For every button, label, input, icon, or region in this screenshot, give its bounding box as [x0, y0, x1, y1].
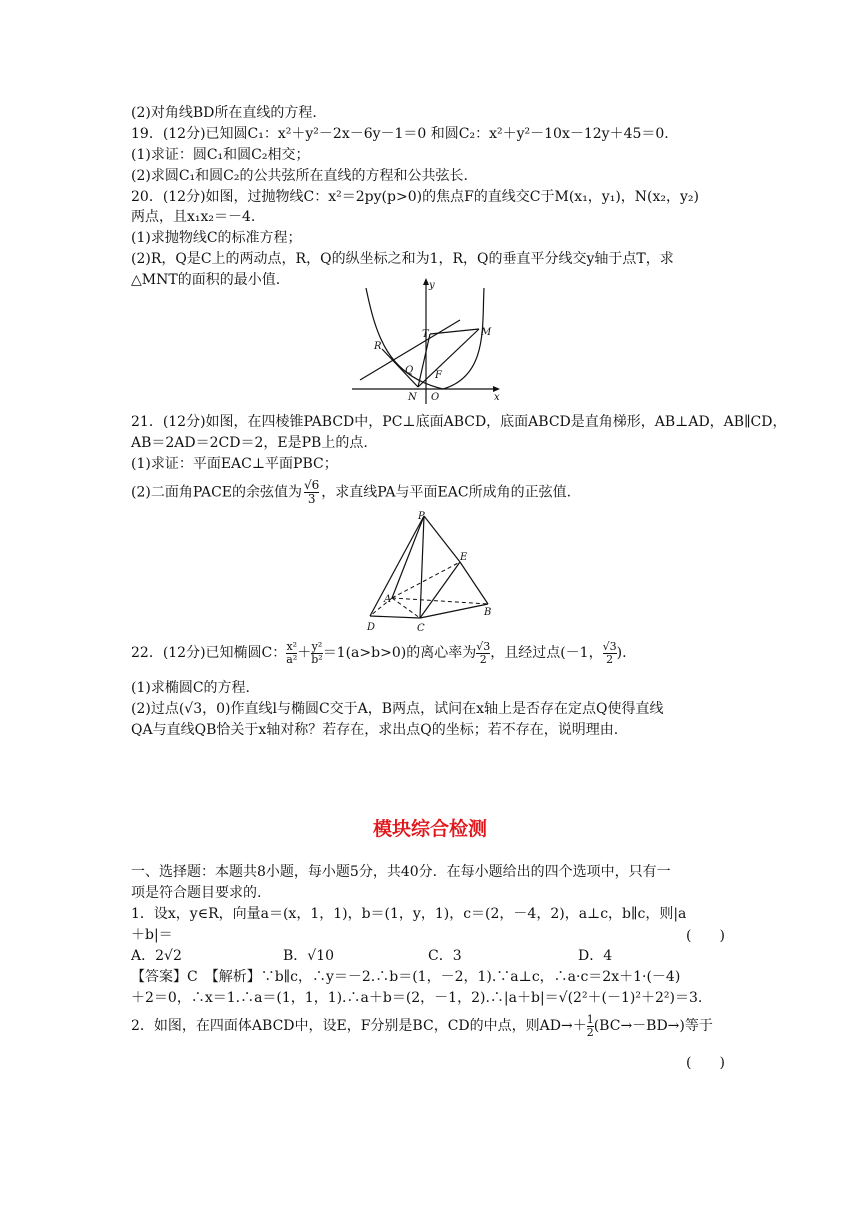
- section1-instruction-line2: 项是符合题目要求的.: [131, 885, 262, 901]
- q21-part1: (1)求证：平面EAC⊥平面PBC；: [131, 456, 338, 472]
- q19-part1: (1)求证：圆C₁和圆C₂相交；: [131, 147, 310, 163]
- label-B: B: [484, 607, 492, 618]
- q22-part2-line2: QA与直线QB恰关于x轴对称？若存在，求出点Q的坐标；若不存在，说明理由.: [131, 722, 619, 738]
- q2-stem: 2．如图，在四面体ABCD中，设E，F分别是BC，CD的中点，则AD→＋ $\frac{1}{2}$ (BC→－BD→)等于: [131, 1012, 713, 1039]
- q22-part2-line1: (2)过点(√3，0)作直线l与椭圆C交于A，B两点，试问在x轴上是否存在定点Q使得直线: [131, 701, 664, 717]
- q22-stem: 22．(12分)已知椭圆C： $\frac{\text{x²}}{\text{a²}}$ ＋ $\frac{\text{y²}}{\text{b²}}$ ＝1(a>b>0)的离心率为 $\frac{√3}{2}$ ，且经过点(－1， $\frac{√3}{2}$ ).: [131, 639, 627, 666]
- fraction-one-half: $\frac{1}{2}$: [586, 1012, 594, 1039]
- q1-answer-line2: ＋2＝0，∴x＝1.∴a＝(1，1，1).∴a＋b＝(2，－1，2).∴|a＋b|＝√(2²＋(－1)²＋2²)＝3.: [131, 990, 703, 1006]
- section-title: 模块综合检测: [372, 818, 487, 840]
- label-E: E: [460, 552, 468, 563]
- q21-stem-line1: 21．(12分)如图，在四棱锥PABCD中，PC⊥底面ABCD，底面ABCD是直角梯形，AB⊥AD，AB∥CD，: [131, 414, 787, 430]
- parabola-figure: [348, 276, 508, 406]
- q1-stem-line1: 1．设x，y∈R，向量a＝(x，1，1)，b＝(1，y，1)，c＝(2，－4，2)，a⊥c，b∥c，则|a: [131, 906, 687, 922]
- fraction-sqrt3-over-2: $\frac{√3}{2}$: [476, 639, 491, 666]
- label-O: O: [431, 392, 440, 403]
- q1-stem-line2: ＋b|＝: [131, 927, 173, 943]
- fraction-y2-b2: $\frac{\text{y²}}{\text{b²}}$: [311, 639, 323, 666]
- label-Q: Q: [405, 365, 414, 376]
- q1-option-d: D．4: [578, 948, 613, 964]
- q1-option-b: B．√10: [283, 948, 335, 964]
- label-M: M: [481, 327, 492, 338]
- fraction-sqrt6-over-3: $\frac{√6}{3}$: [304, 478, 320, 506]
- label-F: F: [435, 370, 442, 381]
- q22-part1: (1)求椭圆C的方程.: [131, 680, 250, 696]
- q20-part2-line2: △MNT的面积的最小值.: [131, 272, 281, 288]
- q20-part1: (1)求抛物线C的标准方程；: [131, 230, 302, 246]
- label-R: R: [374, 341, 382, 352]
- section1-instruction-line1: 一、选择题：本题共8小题，每小题5分，共40分．在每小题给出的四个选项中，只有一: [131, 864, 671, 880]
- q1-option-a: A．2√2: [131, 948, 182, 964]
- q2-answer-blank: ( ): [686, 1055, 725, 1071]
- label-P: P: [418, 511, 425, 522]
- label-D: D: [367, 622, 376, 633]
- q19-stem: 19．(12分)已知圆C₁：x²＋y²－2x－6y－1＝0 和圆C₂：x²＋y²－10x－12y＋45＝0.: [131, 126, 669, 142]
- label-C: C: [417, 623, 425, 634]
- q20-stem-line2: 两点，且x₁x₂＝－4.: [131, 209, 256, 225]
- fraction-sqrt3-over-2-point: $\frac{√3}{2}$: [602, 639, 617, 666]
- q21-stem-line2: AB＝2AD＝2CD＝2，E是PB上的点.: [131, 435, 368, 451]
- q20-part2-line1: (2)R，Q是C上的两动点，R，Q的纵坐标之和为1，R，Q的垂直平分线交y轴于点T，求: [131, 251, 674, 267]
- q1-answer-line1: 【答案】C 【解析】∵b∥c，∴y＝－2.∴b＝(1，－2，1).∵a⊥c，∴a·c＝2x＋1·(－4): [131, 969, 681, 985]
- label-N: N: [408, 392, 417, 403]
- label-A: A: [384, 594, 392, 605]
- fraction-x2-a2: $\frac{\text{x²}}{\text{a²}}$: [286, 639, 298, 666]
- q19-part2: (2)求圆C₁和圆C₂的公共弦所在直线的方程和公共弦长.: [131, 168, 468, 184]
- label-T: T: [422, 329, 429, 340]
- q1-answer-blank: ( ): [686, 928, 725, 944]
- label-x: x: [494, 392, 500, 403]
- q21-part2: (2)二面角PACE的余弦值为 $\frac{√6}{3}$ ，求直线PA与平面EAC所成角的正弦值.: [131, 478, 572, 506]
- q18-part2: (2)对角线BD所在直线的方程.: [131, 105, 317, 121]
- pyramid-figure: [362, 508, 502, 636]
- q20-stem-line1: 20．(12分)如图，过抛物线C：x²＝2py(p>0)的焦点F的直线交C于M(x₁，y₁)，N(x₂，y₂): [131, 189, 699, 205]
- label-y: y: [429, 280, 435, 291]
- q1-option-c: C．3: [428, 948, 462, 964]
